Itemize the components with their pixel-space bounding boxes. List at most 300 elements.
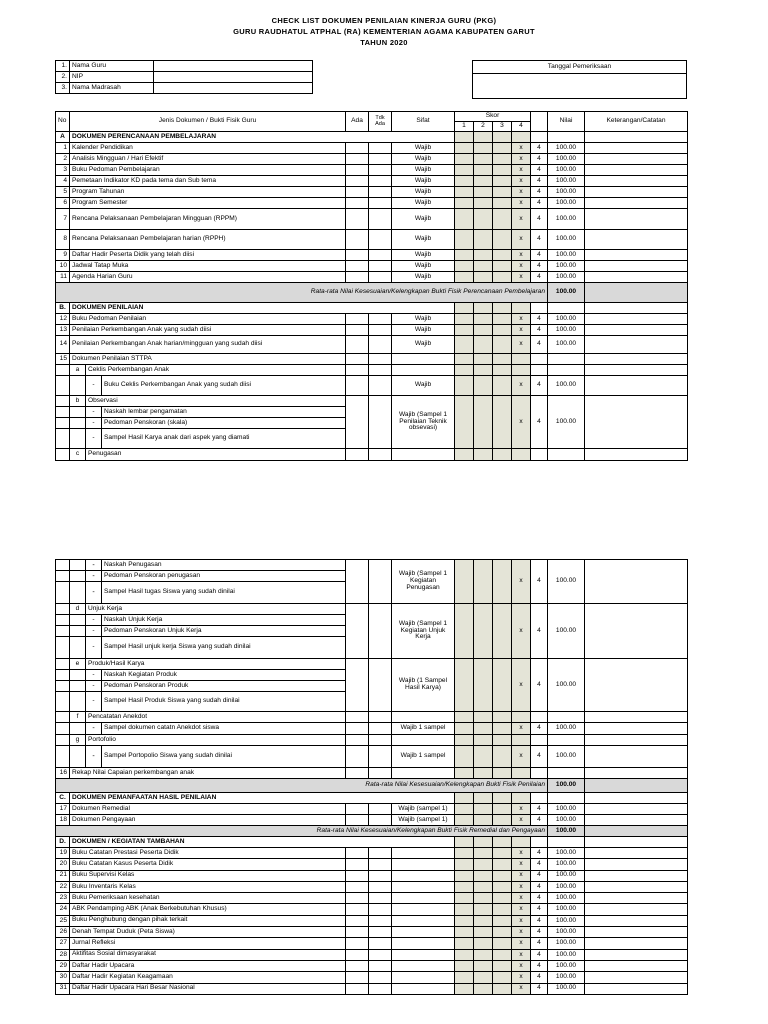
info-value-field[interactable]: [154, 72, 313, 83]
score-4-mark[interactable]: x: [512, 659, 531, 712]
score-4-mark[interactable]: x: [512, 336, 531, 354]
ada-checkbox[interactable]: [346, 449, 369, 461]
tidak-ada-checkbox[interactable]: [369, 165, 392, 176]
tidak-ada-checkbox[interactable]: [369, 815, 392, 826]
tidak-ada-checkbox[interactable]: [369, 449, 392, 461]
ada-checkbox[interactable]: [346, 815, 369, 826]
tidak-ada-checkbox[interactable]: [369, 938, 392, 949]
tidak-ada-checkbox[interactable]: [369, 376, 392, 396]
keterangan-field[interactable]: [585, 712, 688, 723]
score-2-cell[interactable]: [474, 325, 493, 336]
score-1-cell[interactable]: [455, 176, 474, 187]
keterangan-field[interactable]: [585, 746, 688, 768]
tidak-ada-checkbox[interactable]: [369, 960, 392, 971]
keterangan-field[interactable]: [585, 927, 688, 938]
keterangan-field[interactable]: [585, 365, 688, 376]
tidak-ada-checkbox[interactable]: [369, 187, 392, 198]
keterangan-field[interactable]: [585, 272, 688, 283]
tidak-ada-checkbox[interactable]: [369, 746, 392, 768]
score-3-cell[interactable]: [493, 881, 512, 892]
keterangan-field[interactable]: [585, 376, 688, 396]
ada-checkbox[interactable]: [346, 893, 369, 904]
score-3-cell[interactable]: [493, 604, 512, 659]
keterangan-field[interactable]: [585, 560, 688, 604]
score-1-cell[interactable]: [455, 893, 474, 904]
score-3-cell[interactable]: [493, 325, 512, 336]
score-2-cell[interactable]: [474, 915, 493, 926]
score-3-cell[interactable]: [493, 143, 512, 154]
keterangan-field[interactable]: [585, 143, 688, 154]
score-4-mark[interactable]: x: [512, 165, 531, 176]
score-2-cell[interactable]: [474, 604, 493, 659]
tidak-ada-checkbox[interactable]: [369, 712, 392, 723]
score-1-cell[interactable]: [455, 336, 474, 354]
score-cell[interactable]: [474, 365, 493, 376]
keterangan-field[interactable]: [585, 881, 688, 892]
keterangan-field[interactable]: [585, 604, 688, 659]
score-2-cell[interactable]: [474, 250, 493, 261]
score-3-cell[interactable]: [493, 187, 512, 198]
score-3-cell[interactable]: [493, 261, 512, 272]
score-1-cell[interactable]: [455, 915, 474, 926]
score-1-cell[interactable]: [455, 250, 474, 261]
score-4-mark[interactable]: x: [512, 927, 531, 938]
score-2-cell[interactable]: [474, 165, 493, 176]
score-3-cell[interactable]: [493, 904, 512, 915]
score-cell[interactable]: [512, 735, 531, 746]
ada-checkbox[interactable]: [346, 804, 369, 815]
ada-checkbox[interactable]: [346, 143, 369, 154]
score-3-cell[interactable]: [493, 938, 512, 949]
ada-checkbox[interactable]: [346, 949, 369, 960]
score-1-cell[interactable]: [455, 187, 474, 198]
tidak-ada-checkbox[interactable]: [369, 354, 392, 365]
score-1-cell[interactable]: [455, 165, 474, 176]
score-2-cell[interactable]: [474, 881, 493, 892]
keterangan-field[interactable]: [585, 815, 688, 826]
score-2-cell[interactable]: [474, 949, 493, 960]
score-1-cell[interactable]: [455, 870, 474, 881]
score-4-mark[interactable]: x: [512, 949, 531, 960]
keterangan-field[interactable]: [585, 354, 688, 365]
tidak-ada-checkbox[interactable]: [369, 659, 392, 712]
keterangan-field[interactable]: [585, 336, 688, 354]
tidak-ada-checkbox[interactable]: [369, 870, 392, 881]
score-3-cell[interactable]: [493, 972, 512, 983]
score-3-cell[interactable]: [493, 870, 512, 881]
tidak-ada-checkbox[interactable]: [369, 915, 392, 926]
score-2-cell[interactable]: [474, 893, 493, 904]
ada-checkbox[interactable]: [346, 927, 369, 938]
score-3-cell[interactable]: [493, 376, 512, 396]
keterangan-field[interactable]: [585, 983, 688, 994]
score-3-cell[interactable]: [493, 396, 512, 449]
score-3-cell[interactable]: [493, 804, 512, 815]
keterangan-field[interactable]: [585, 314, 688, 325]
keterangan-field[interactable]: [585, 915, 688, 926]
ada-checkbox[interactable]: [346, 354, 369, 365]
score-1-cell[interactable]: [455, 376, 474, 396]
ada-checkbox[interactable]: [346, 230, 369, 250]
score-1-cell[interactable]: [455, 604, 474, 659]
score-1-cell[interactable]: [455, 960, 474, 971]
score-3-cell[interactable]: [493, 893, 512, 904]
score-4-mark[interactable]: x: [512, 604, 531, 659]
score-cell[interactable]: [512, 449, 531, 461]
ada-checkbox[interactable]: [346, 859, 369, 870]
score-2-cell[interactable]: [474, 261, 493, 272]
score-cell[interactable]: [455, 735, 474, 746]
score-3-cell[interactable]: [493, 272, 512, 283]
score-1-cell[interactable]: [455, 723, 474, 735]
score-4-mark[interactable]: x: [512, 272, 531, 283]
keterangan-field[interactable]: [585, 449, 688, 461]
score-1-cell[interactable]: [455, 560, 474, 604]
score-cell[interactable]: [455, 449, 474, 461]
keterangan-field[interactable]: [585, 176, 688, 187]
tidak-ada-checkbox[interactable]: [369, 972, 392, 983]
ada-checkbox[interactable]: [346, 904, 369, 915]
item-no: 4: [56, 176, 70, 187]
ada-checkbox[interactable]: [346, 659, 369, 712]
tidak-ada-checkbox[interactable]: [369, 735, 392, 746]
ada-checkbox[interactable]: [346, 972, 369, 983]
ada-checkbox[interactable]: [346, 960, 369, 971]
score-4-mark[interactable]: x: [512, 198, 531, 209]
score-2-cell[interactable]: [474, 938, 493, 949]
ada-checkbox[interactable]: [346, 261, 369, 272]
score-cell[interactable]: [512, 712, 531, 723]
score-4-mark[interactable]: x: [512, 893, 531, 904]
score-4-mark[interactable]: x: [512, 396, 531, 449]
score-3-cell[interactable]: [493, 250, 512, 261]
score-4-mark[interactable]: x: [512, 209, 531, 230]
score-4-mark[interactable]: x: [512, 870, 531, 881]
score-3-cell[interactable]: [493, 560, 512, 604]
tidak-ada-checkbox[interactable]: [369, 983, 392, 994]
score-2-cell[interactable]: [474, 209, 493, 230]
score-4-mark[interactable]: x: [512, 230, 531, 250]
score-3-cell[interactable]: [493, 915, 512, 926]
score-3-cell[interactable]: [493, 848, 512, 859]
score-1-cell[interactable]: [455, 209, 474, 230]
keterangan-field[interactable]: [585, 723, 688, 735]
ada-checkbox[interactable]: [346, 187, 369, 198]
score-2-cell[interactable]: [474, 272, 493, 283]
tidak-ada-checkbox[interactable]: [369, 560, 392, 604]
tidak-ada-checkbox[interactable]: [369, 143, 392, 154]
keterangan-field[interactable]: [585, 154, 688, 165]
tidak-ada-checkbox[interactable]: [369, 927, 392, 938]
score-3-cell[interactable]: [493, 198, 512, 209]
score-3-cell[interactable]: [493, 154, 512, 165]
score-1-cell[interactable]: [455, 972, 474, 983]
score-2-cell[interactable]: [474, 176, 493, 187]
tidak-ada-checkbox[interactable]: [369, 176, 392, 187]
ada-checkbox[interactable]: [346, 396, 369, 449]
score-cell[interactable]: [474, 354, 493, 365]
score-cell[interactable]: [455, 365, 474, 376]
ada-checkbox[interactable]: [346, 376, 369, 396]
score-cell[interactable]: [474, 768, 493, 779]
keterangan-field[interactable]: [585, 938, 688, 949]
score-4-mark[interactable]: x: [512, 815, 531, 826]
tidak-ada-checkbox[interactable]: [369, 261, 392, 272]
score-1-cell[interactable]: [455, 261, 474, 272]
score-1-cell[interactable]: [455, 325, 474, 336]
score-2-cell[interactable]: [474, 904, 493, 915]
keterangan-field[interactable]: [585, 187, 688, 198]
ada-checkbox[interactable]: [346, 870, 369, 881]
score-4-mark[interactable]: x: [512, 261, 531, 272]
item-no: 2: [56, 154, 70, 165]
tidak-ada-checkbox[interactable]: [369, 365, 392, 376]
score-1-cell[interactable]: [455, 198, 474, 209]
ada-checkbox[interactable]: [346, 983, 369, 994]
tidak-ada-checkbox[interactable]: [369, 198, 392, 209]
score-2-cell[interactable]: [474, 198, 493, 209]
ada-checkbox[interactable]: [346, 735, 369, 746]
score-4-mark[interactable]: x: [512, 187, 531, 198]
ada-checkbox[interactable]: [346, 723, 369, 735]
ada-checkbox[interactable]: [346, 209, 369, 230]
keterangan-field[interactable]: [585, 972, 688, 983]
tidak-ada-checkbox[interactable]: [369, 209, 392, 230]
score-1-cell[interactable]: [455, 659, 474, 712]
score-cell[interactable]: [493, 712, 512, 723]
score-2-cell[interactable]: [474, 376, 493, 396]
score-1-cell[interactable]: [455, 154, 474, 165]
ada-checkbox[interactable]: [346, 325, 369, 336]
score-3-cell[interactable]: [493, 336, 512, 354]
keterangan-field[interactable]: [585, 396, 688, 449]
tidak-ada-checkbox[interactable]: [369, 723, 392, 735]
score-4-mark[interactable]: x: [512, 960, 531, 971]
score-1-cell[interactable]: [455, 938, 474, 949]
score-2-cell[interactable]: [474, 870, 493, 881]
score-2-cell[interactable]: [474, 560, 493, 604]
score-3-cell[interactable]: [493, 176, 512, 187]
score-1-cell[interactable]: [455, 396, 474, 449]
score-1-cell[interactable]: [455, 848, 474, 859]
score-4-mark[interactable]: x: [512, 325, 531, 336]
ada-checkbox[interactable]: [346, 881, 369, 892]
score-4-mark[interactable]: x: [512, 972, 531, 983]
score-3-cell[interactable]: [493, 949, 512, 960]
score-1-cell[interactable]: [455, 881, 474, 892]
keterangan-field[interactable]: [585, 949, 688, 960]
tidak-ada-checkbox[interactable]: [369, 859, 392, 870]
ada-checkbox[interactable]: [346, 165, 369, 176]
score-3-cell[interactable]: [493, 960, 512, 971]
score-cell[interactable]: [512, 365, 531, 376]
score-3-cell[interactable]: [493, 859, 512, 870]
ada-checkbox[interactable]: [346, 314, 369, 325]
tidak-ada-checkbox[interactable]: [369, 396, 392, 449]
score-1-cell[interactable]: [455, 949, 474, 960]
score-2-cell[interactable]: [474, 960, 493, 971]
keterangan-field[interactable]: [585, 904, 688, 915]
score-4-mark[interactable]: x: [512, 746, 531, 768]
score-4-mark[interactable]: x: [512, 983, 531, 994]
tidak-ada-checkbox[interactable]: [369, 230, 392, 250]
score-2-cell[interactable]: [474, 983, 493, 994]
score-3-cell[interactable]: [493, 927, 512, 938]
score-2-cell[interactable]: [474, 336, 493, 354]
ada-checkbox[interactable]: [346, 250, 369, 261]
tidak-ada-checkbox[interactable]: [369, 314, 392, 325]
score-4-mark[interactable]: x: [512, 723, 531, 735]
score-2-cell[interactable]: [474, 143, 493, 154]
score-2-cell[interactable]: [474, 723, 493, 735]
score-3-cell[interactable]: [493, 815, 512, 826]
ada-checkbox[interactable]: [346, 712, 369, 723]
score-2-cell[interactable]: [474, 230, 493, 250]
keterangan-field[interactable]: [585, 893, 688, 904]
inspection-date-field[interactable]: [473, 74, 687, 99]
tidak-ada-checkbox[interactable]: [369, 604, 392, 659]
score-4-mark[interactable]: x: [512, 859, 531, 870]
keterangan-field[interactable]: [585, 209, 688, 230]
score-4-mark[interactable]: x: [512, 560, 531, 604]
score-4-mark[interactable]: x: [512, 938, 531, 949]
keterangan-field[interactable]: [585, 804, 688, 815]
keterangan-field[interactable]: [585, 261, 688, 272]
tidak-ada-checkbox[interactable]: [369, 250, 392, 261]
score-2-cell[interactable]: [474, 927, 493, 938]
score-3-cell[interactable]: [493, 659, 512, 712]
score-3-cell[interactable]: [493, 723, 512, 735]
score-cell[interactable]: [493, 449, 512, 461]
tidak-ada-checkbox[interactable]: [369, 768, 392, 779]
ada-checkbox[interactable]: [346, 768, 369, 779]
keterangan-field[interactable]: [585, 325, 688, 336]
keterangan-field[interactable]: [585, 859, 688, 870]
score-4-mark[interactable]: x: [512, 848, 531, 859]
score-cell[interactable]: [493, 354, 512, 365]
score-4-mark[interactable]: x: [512, 154, 531, 165]
score-1-cell[interactable]: [455, 746, 474, 768]
keterangan-field[interactable]: [585, 198, 688, 209]
keterangan-field[interactable]: [585, 230, 688, 250]
score-1-cell[interactable]: [455, 859, 474, 870]
ada-checkbox[interactable]: [346, 560, 369, 604]
score-2-cell[interactable]: [474, 396, 493, 449]
score-1-cell[interactable]: [455, 815, 474, 826]
tidak-ada-checkbox[interactable]: [369, 949, 392, 960]
score-cell[interactable]: [493, 768, 512, 779]
tidak-ada-checkbox[interactable]: [369, 272, 392, 283]
score-cell[interactable]: [474, 449, 493, 461]
ada-checkbox[interactable]: [346, 938, 369, 949]
score-3-cell[interactable]: [493, 165, 512, 176]
score-4-mark[interactable]: x: [512, 915, 531, 926]
info-value-field[interactable]: [154, 61, 313, 72]
score-2-cell[interactable]: [474, 187, 493, 198]
ada-checkbox[interactable]: [346, 604, 369, 659]
keterangan-field[interactable]: [585, 848, 688, 859]
score-4-mark[interactable]: x: [512, 176, 531, 187]
ada-checkbox[interactable]: [346, 272, 369, 283]
keterangan-field[interactable]: [585, 165, 688, 176]
score-1-cell[interactable]: [455, 314, 474, 325]
score-4-mark[interactable]: x: [512, 250, 531, 261]
keterangan-field[interactable]: [585, 960, 688, 971]
keterangan-field[interactable]: [585, 870, 688, 881]
score-2-cell[interactable]: [474, 746, 493, 768]
score-cell[interactable]: [493, 365, 512, 376]
score-2-cell[interactable]: [474, 659, 493, 712]
keterangan-field[interactable]: [585, 250, 688, 261]
tidak-ada-checkbox[interactable]: [369, 154, 392, 165]
score-3-cell[interactable]: [493, 983, 512, 994]
score-2-cell[interactable]: [474, 815, 493, 826]
score-cell[interactable]: [474, 712, 493, 723]
score-2-cell[interactable]: [474, 154, 493, 165]
score-2-cell[interactable]: [474, 859, 493, 870]
score-4-mark[interactable]: x: [512, 804, 531, 815]
ada-checkbox[interactable]: [346, 848, 369, 859]
score-1-cell[interactable]: [455, 904, 474, 915]
score-3-cell[interactable]: [493, 314, 512, 325]
score-cell[interactable]: [512, 354, 531, 365]
score-3-cell[interactable]: [493, 746, 512, 768]
tidak-ada-checkbox[interactable]: [369, 804, 392, 815]
ada-checkbox[interactable]: [346, 915, 369, 926]
ada-checkbox[interactable]: [346, 154, 369, 165]
score-3-cell[interactable]: [493, 230, 512, 250]
score-cell[interactable]: [455, 768, 474, 779]
info-value-field[interactable]: [154, 83, 313, 94]
score-2-cell[interactable]: [474, 972, 493, 983]
score-1-cell[interactable]: [455, 804, 474, 815]
keterangan-field[interactable]: [585, 659, 688, 712]
score-4-mark[interactable]: x: [512, 881, 531, 892]
score-4-mark[interactable]: x: [512, 314, 531, 325]
ada-checkbox[interactable]: [346, 365, 369, 376]
score-3-cell[interactable]: [493, 209, 512, 230]
score-1-cell[interactable]: [455, 230, 474, 250]
tidak-ada-checkbox[interactable]: [369, 881, 392, 892]
score-cell[interactable]: [455, 712, 474, 723]
ada-checkbox[interactable]: [346, 198, 369, 209]
keterangan-field[interactable]: [585, 735, 688, 746]
ada-checkbox[interactable]: [346, 176, 369, 187]
ada-checkbox[interactable]: [346, 336, 369, 354]
score-1-cell[interactable]: [455, 983, 474, 994]
score-2-cell[interactable]: [474, 314, 493, 325]
score-2-cell[interactable]: [474, 848, 493, 859]
score-1-cell[interactable]: [455, 927, 474, 938]
score-cell[interactable]: [493, 735, 512, 746]
score-4-mark[interactable]: x: [512, 376, 531, 396]
score-cell[interactable]: [512, 768, 531, 779]
tidak-ada-checkbox[interactable]: [369, 848, 392, 859]
score-4-mark[interactable]: x: [512, 143, 531, 154]
score-1-cell[interactable]: [455, 143, 474, 154]
score-cell[interactable]: [474, 735, 493, 746]
score-2-cell[interactable]: [474, 804, 493, 815]
ada-checkbox[interactable]: [346, 746, 369, 768]
score-4-mark[interactable]: x: [512, 904, 531, 915]
tidak-ada-checkbox[interactable]: [369, 904, 392, 915]
tidak-ada-checkbox[interactable]: [369, 325, 392, 336]
tidak-ada-checkbox[interactable]: [369, 336, 392, 354]
score-1-cell[interactable]: [455, 272, 474, 283]
keterangan-field[interactable]: [585, 768, 688, 779]
tidak-ada-checkbox[interactable]: [369, 893, 392, 904]
score-cell[interactable]: [455, 354, 474, 365]
